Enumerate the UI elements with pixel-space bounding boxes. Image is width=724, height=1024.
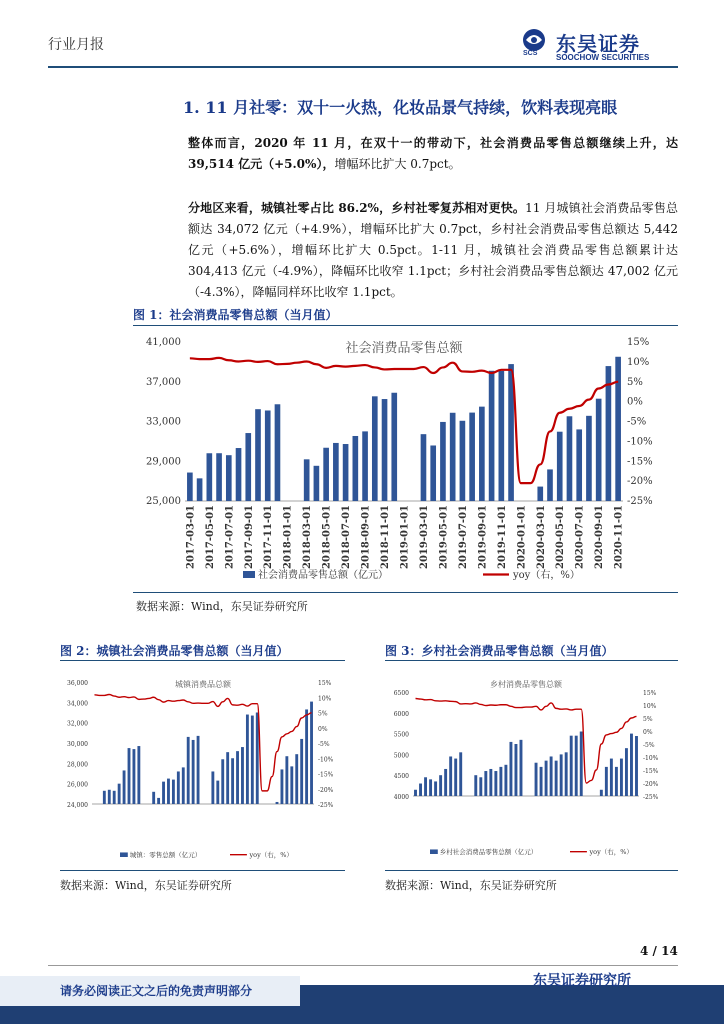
bar — [265, 410, 271, 501]
paragraph-overall-body: 增幅环比扩大 0.7pct。 — [334, 157, 461, 171]
bar — [460, 421, 466, 501]
bar — [550, 756, 553, 796]
left-axis-tick-label: 26,000 — [67, 781, 88, 789]
bar — [226, 752, 229, 804]
report-type-label: 行业月报 — [48, 37, 104, 53]
paragraph-overall-lead: 整体而言，2020 年 11 月，在双十一的带动下，社会消费品零售总额继续上升，达 39,514 亿元（+5.0%）， — [188, 136, 678, 171]
bar — [221, 759, 224, 804]
bar — [520, 740, 523, 796]
bar — [197, 478, 203, 501]
bar — [281, 769, 284, 804]
x-axis-tick-label: 2019-11-01 — [496, 505, 508, 569]
bar — [290, 766, 293, 804]
bar — [192, 740, 195, 804]
left-axis-tick-label: 37,000 — [146, 376, 181, 388]
left-axis-tick-label: 33,000 — [146, 416, 181, 428]
bar — [353, 436, 359, 501]
figure-1-rule — [133, 325, 678, 326]
bar — [605, 767, 608, 796]
bar — [439, 775, 442, 796]
bar — [596, 399, 602, 501]
right-axis-tick-label: -5% — [627, 416, 647, 428]
bar — [310, 702, 313, 804]
right-axis-tick-label: 5% — [318, 710, 328, 718]
bar — [226, 455, 232, 501]
brand-name-cn: 东吴证券 — [556, 32, 640, 56]
left-axis-tick-label: 6000 — [393, 710, 409, 718]
yoy-line — [416, 699, 637, 784]
bar — [570, 736, 573, 796]
bar — [440, 422, 446, 501]
bar — [434, 781, 437, 796]
bar — [152, 792, 155, 804]
chart-inner-title: 社会消费品零售总额 — [345, 341, 463, 356]
bar — [514, 744, 517, 796]
x-axis-tick-label: 2019-07-01 — [457, 505, 469, 569]
bar — [635, 736, 638, 796]
bar — [128, 748, 131, 804]
left-axis-tick-label: 4000 — [393, 794, 409, 801]
bar — [123, 770, 126, 804]
bar — [177, 771, 180, 804]
bar — [454, 759, 457, 796]
bar — [304, 459, 310, 501]
bar — [567, 416, 573, 501]
right-axis-tick-label: 10% — [318, 695, 332, 703]
bar — [391, 393, 397, 501]
bar — [305, 709, 308, 804]
brand-logo — [520, 28, 680, 64]
bar — [557, 432, 563, 501]
bar — [382, 399, 388, 501]
left-axis-tick-label: 24,000 — [67, 802, 88, 809]
x-axis-tick-label: 2019-01-01 — [399, 505, 411, 569]
bar — [314, 466, 320, 501]
bar — [251, 716, 254, 804]
x-axis-tick-label: 2018-03-01 — [302, 505, 314, 569]
x-axis-tick-label: 2018-07-01 — [341, 505, 353, 569]
left-axis-tick-label: 5000 — [393, 752, 409, 760]
legend-bar-label: 城镇：零售总额（亿元） — [129, 851, 202, 859]
bar — [429, 779, 432, 796]
x-axis-tick-label: 2020-09-01 — [594, 504, 606, 569]
right-axis-tick-label: 0% — [627, 396, 643, 408]
bar — [535, 763, 538, 796]
bar — [245, 433, 251, 501]
bar — [459, 752, 462, 796]
legend-bar-swatch — [243, 571, 255, 578]
footer-org-name: 东吴证券研究所 — [533, 973, 631, 989]
bar — [300, 739, 303, 804]
bar — [444, 769, 447, 796]
right-axis-tick-label: 15% — [643, 690, 657, 697]
bar — [167, 779, 170, 804]
chart-inner-title: 城镇消费品总额 — [175, 680, 231, 689]
bar — [285, 756, 288, 804]
bar — [133, 749, 136, 804]
legend-line-label: yoy（右，%） — [589, 848, 633, 856]
bar — [555, 761, 558, 796]
bar — [469, 413, 475, 501]
figure-2-bottom-rule — [60, 870, 345, 871]
paragraph-region-lead: 分地区来看，城镇社零占比 86.2%，乡村社零复苏相对更快。 — [188, 201, 526, 215]
bar — [172, 780, 175, 804]
x-axis-tick-label: 2017-11-01 — [263, 505, 275, 569]
bar — [372, 396, 378, 501]
right-axis-tick-label: -10% — [318, 756, 334, 764]
bar — [333, 443, 339, 501]
bar — [630, 734, 633, 796]
right-axis-tick-label: 15% — [627, 337, 650, 348]
rural-retail-sales-chart — [385, 664, 678, 869]
bar — [182, 767, 185, 804]
x-axis-tick-label: 2019-03-01 — [418, 505, 430, 569]
right-axis-tick-label: 15% — [318, 680, 332, 687]
bar — [565, 752, 568, 796]
left-axis-tick-label: 29,000 — [146, 456, 181, 468]
right-axis-tick-label: 0% — [643, 729, 653, 736]
bar — [419, 784, 422, 796]
bar — [256, 713, 259, 805]
bar — [620, 759, 623, 796]
bar — [449, 756, 452, 796]
legend-bar-swatch — [120, 852, 128, 857]
bar — [118, 784, 121, 804]
figure-3-title: 图 3：乡村社会消费品零售总额（当月值） — [385, 644, 614, 658]
chart-inner-title: 乡村消费品零售总额 — [490, 680, 562, 689]
bar — [479, 777, 482, 796]
x-axis-tick-label: 2017-07-01 — [224, 505, 236, 569]
bar — [479, 407, 485, 501]
bar — [197, 736, 200, 804]
bar — [450, 413, 456, 501]
section-title: 1. 11 月社零：双十一火热，化妆品景气持续，饮料表现亮眼 — [183, 98, 618, 117]
bar — [231, 758, 234, 804]
figure-1-title: 图 1：社会消费品零售总额（当月值） — [133, 308, 338, 322]
bar — [545, 761, 548, 796]
bar — [275, 404, 281, 501]
right-axis-tick-label: -25% — [627, 496, 653, 507]
brand-name-en: SOOCHOW SECURITIES — [556, 53, 650, 62]
bar — [615, 357, 621, 501]
figure-3-source: 数据来源：Wind，东吴证券研究所 — [385, 879, 557, 892]
bar — [246, 715, 249, 804]
figure-2-source: 数据来源：Wind，东吴证券研究所 — [60, 879, 232, 892]
bar — [236, 448, 242, 501]
bar — [499, 371, 505, 501]
bar — [187, 473, 193, 501]
page-number: 4 / 14 — [640, 944, 678, 958]
bar — [586, 416, 592, 501]
paragraph-region-body: 11 月城镇社会消费品零售总额达 34,072 亿元（+4.9%），增幅环比扩大 0.7pct，乡村社会消费品零售总额达 5,442 亿元（+5.6%），增幅环比扩大 0.5pct。1-11 月，城镇社会消费品零售总额累计达 304,413 亿元（-4.9%），降幅环比收窄 1.1pct；乡村社会消费品零售总额达 47,002 亿元（-4.3%），降幅同样环比收窄 1.1pct。 — [188, 201, 678, 299]
left-axis-tick-label: 30,000 — [67, 741, 88, 748]
bar — [103, 791, 106, 804]
bar — [576, 429, 582, 501]
bar — [504, 765, 507, 796]
x-axis-tick-label: 2018-01-01 — [282, 505, 294, 569]
bar — [207, 453, 213, 501]
left-axis-tick-label: 4500 — [393, 773, 409, 781]
bar — [362, 431, 368, 501]
x-axis-tick-label: 2020-03-01 — [535, 505, 547, 569]
bar — [424, 777, 427, 796]
bar — [113, 791, 116, 804]
bar — [414, 790, 417, 796]
bar — [137, 746, 140, 804]
figure-2-rule — [60, 660, 345, 661]
bar — [537, 487, 543, 501]
left-axis-tick-label: 25,000 — [146, 496, 181, 507]
bar — [430, 445, 436, 501]
urban-retail-sales-chart — [60, 664, 345, 869]
bar — [421, 434, 427, 501]
legend-line-label: yoy（右，%） — [513, 570, 580, 581]
x-axis-tick-label: 2017-05-01 — [204, 505, 216, 569]
right-axis-tick-label: -20% — [643, 781, 659, 788]
bar — [615, 767, 618, 796]
bar — [157, 798, 160, 804]
figure-2-title: 图 2：城镇社会消费品零售总额（当月值） — [60, 644, 289, 658]
figure-1-source: 数据来源：Wind，东吴证券研究所 — [136, 600, 308, 613]
right-axis-tick-label: -20% — [318, 786, 334, 794]
yoy-line — [190, 358, 618, 483]
bar — [580, 732, 583, 796]
x-axis-tick-label: 2019-09-01 — [477, 505, 489, 569]
left-axis-tick-label: 5500 — [393, 731, 409, 739]
bar — [474, 775, 477, 796]
paragraph-overall — [188, 133, 678, 175]
x-axis-tick-label: 2017-09-01 — [243, 505, 255, 569]
left-axis-tick-label: 36,000 — [67, 680, 88, 687]
right-axis-tick-label: -25% — [318, 802, 334, 809]
bar — [540, 767, 543, 796]
bar — [484, 771, 487, 796]
bar — [216, 781, 219, 804]
bar — [323, 448, 329, 501]
x-axis-tick-label: 2020-05-01 — [555, 505, 567, 569]
right-axis-tick-label: -15% — [318, 771, 334, 779]
paragraph-region — [188, 198, 678, 303]
bar — [625, 748, 628, 796]
legend-bar-label: 社会消费品零售总额（亿元） — [258, 570, 388, 581]
right-axis-tick-label: -10% — [627, 436, 653, 448]
bar — [276, 802, 279, 804]
left-axis-tick-label: 6500 — [393, 690, 409, 697]
legend-line-label: yoy（右，%） — [249, 851, 293, 859]
bar — [295, 754, 298, 804]
bar — [606, 366, 612, 501]
bar — [187, 737, 190, 804]
right-axis-tick-label: 5% — [643, 716, 653, 723]
bar — [255, 409, 261, 501]
footer-disclaimer: 请务必阅读正文之后的免责声明部分 — [60, 984, 253, 998]
right-axis-tick-label: -5% — [643, 742, 655, 749]
bar — [509, 742, 512, 796]
left-axis-tick-label: 34,000 — [67, 700, 88, 708]
bar — [494, 771, 497, 796]
right-axis-tick-label: -15% — [643, 768, 659, 775]
x-axis-tick-label: 2017-03-01 — [185, 505, 197, 569]
right-axis-tick-label: 0% — [318, 725, 328, 733]
left-axis-tick-label: 41,000 — [146, 337, 181, 348]
legend-bar-swatch — [430, 849, 438, 854]
figure-1-bottom-rule — [133, 592, 678, 593]
x-axis-tick-label: 2018-05-01 — [321, 505, 333, 569]
right-axis-tick-label: -10% — [643, 755, 659, 762]
right-axis-tick-label: 10% — [643, 703, 657, 710]
bar — [600, 790, 603, 796]
bar — [575, 736, 578, 796]
left-axis-tick-label: 28,000 — [67, 761, 88, 769]
x-axis-tick-label: 2019-05-01 — [438, 505, 450, 569]
bar — [610, 759, 613, 796]
bar — [211, 771, 214, 804]
header-divider — [48, 66, 678, 68]
x-axis-tick-label: 2018-09-01 — [360, 505, 372, 569]
right-axis-tick-label: 5% — [627, 376, 643, 388]
x-axis-tick-label: 2020-01-01 — [516, 505, 528, 569]
right-axis-tick-label: -25% — [643, 794, 659, 801]
right-axis-tick-label: -5% — [318, 741, 330, 748]
bar — [547, 469, 553, 501]
bar — [499, 767, 502, 796]
bar — [489, 371, 495, 501]
legend-bar-label: 乡村社会消费品零售总额（亿元） — [439, 848, 538, 856]
right-axis-tick-label: 10% — [627, 356, 650, 368]
bar — [162, 782, 165, 804]
yoy-line — [94, 695, 311, 791]
x-axis-tick-label: 2018-11-01 — [380, 505, 392, 569]
left-axis-tick-label: 32,000 — [67, 720, 88, 728]
figure-3-bottom-rule — [385, 870, 678, 871]
bar — [216, 453, 222, 501]
x-axis-tick-label: 2020-11-01 — [613, 504, 625, 569]
retail-sales-total-chart — [133, 328, 678, 590]
footer-divider — [48, 965, 678, 966]
brand-mark-text: SCS — [523, 50, 538, 57]
bar — [489, 769, 492, 796]
right-axis-tick-label: -20% — [627, 476, 653, 488]
right-axis-tick-label: -15% — [627, 456, 653, 468]
bar — [343, 444, 349, 501]
x-axis-tick-label: 2020-07-01 — [574, 505, 586, 569]
figure-3-rule — [385, 660, 678, 661]
bar — [236, 751, 239, 804]
bar — [108, 790, 111, 804]
bar — [241, 747, 244, 804]
bar — [560, 754, 563, 796]
